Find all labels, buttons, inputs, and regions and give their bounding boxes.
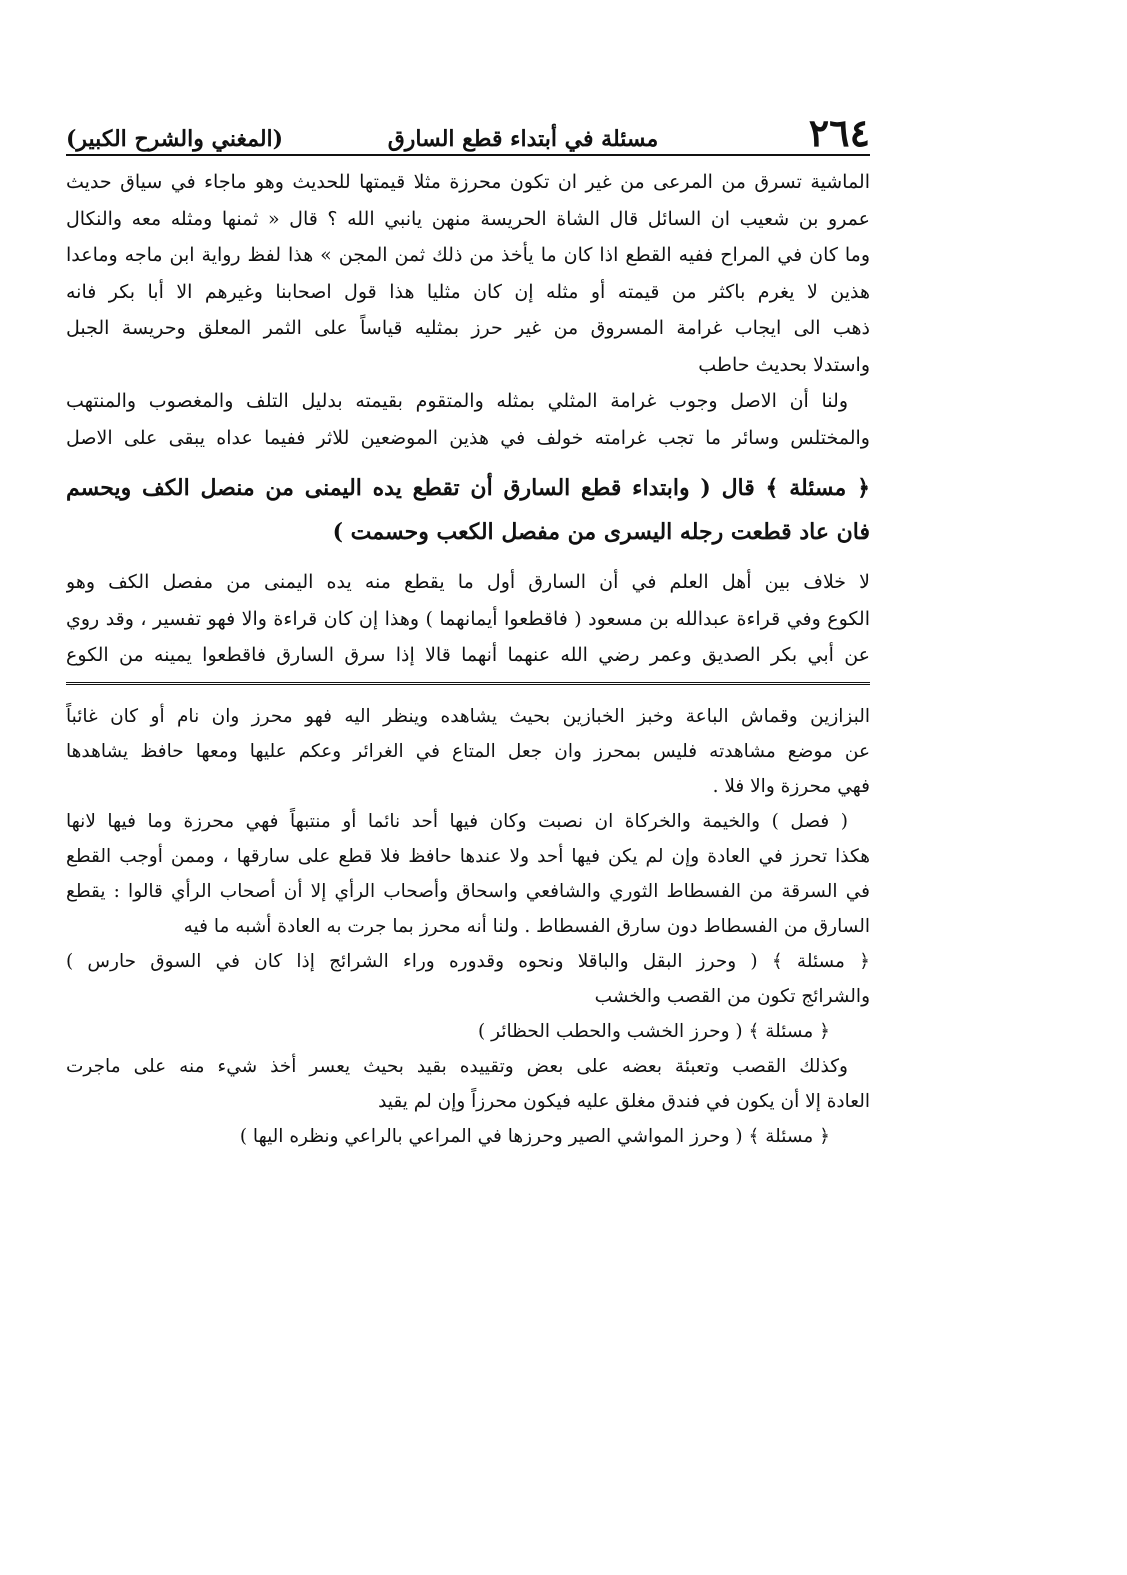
text-line: هذين لا يغرم باكثر من قيمته أو مثله إن كان مثليا هذا قول اصحابنا وغيرهم الا أبا بكر فانه [66, 280, 870, 303]
footnote-line: ﴿ مسئلة ﴾ ( وحرز المواشي الصير وحرزها في المراعي بالراعي ونظره اليها ) [239, 1125, 830, 1147]
page-header [66, 96, 870, 156]
page-number: ٢٦٤ [808, 110, 870, 155]
footnote-line: والشرائج تكون من القصب والخشب [594, 985, 870, 1007]
masala-line: فان عاد قطعت رجله اليسرى من مفصل الكعب وحسمت ) [332, 519, 870, 545]
text-line: ذهب الى ايجاب غرامة المسروق من غير حرز بمثليه قياساً على الثمر المعلق وحريسة الجبل [66, 317, 870, 339]
footnote-line: هكذا تحرز في العادة وإن لم يكن فيها أحد ولا عندها حافظ فلا قطع على سارقها ، وممن أوجب القطع [66, 845, 870, 867]
masala-line: ﴿ مسئلة ﴾ قال ( وابتداء قطع السارق أن تقطع يده اليمنى من منصل الكف ويحسم [66, 475, 870, 501]
footnote-line: وكذلك القصب وتعبئة بعضه على بعض وتقييده بقيد بحيث يعسر أخذ شيء منه على ماجرت [66, 1055, 848, 1077]
text-line: عن أبي بكر الصديق وعمر رضي الله عنهما أنهما قالا إذا سرق السارق فاقطعوا يمينه من الكوع [66, 644, 870, 666]
footnote-section [66, 699, 870, 1154]
text-line: واستدلا بحديث حاطب [698, 353, 870, 376]
footnote-line: ﴿ مسئلة ﴾ ( وحرز الخشب والحطب الحظائر ) [478, 1020, 830, 1042]
running-title: مسئلة في أبتداء قطع السارق [387, 126, 659, 152]
text-line: الكوع وفي قراءة عبدالله بن مسعود ( فاقطعوا أيمانهما ) وهذا إن كان قراءة والا فهو تفسير ، وقد روي [66, 607, 870, 630]
text-line: وما كان في المراح ففيه القطع اذا كان ما يأخذ من ذلك ثمن المجن » هذا لفظ رواية ابن ماجه وماعدا [66, 244, 870, 266]
paragraph-3 [66, 564, 870, 674]
paragraph-2 [66, 383, 870, 456]
footnote-line: السارق من الفسطاط دون سارق الفسطاط . ولنا أنه محرز بما جرت به العادة أشبه ما فيه [183, 915, 870, 937]
footnote-line: ﴿ مسئلة ﴾ ( وحرز البقل والباقلا ونحوه وقدوره وراء الشرائج إذا كان في السوق حارس ) [66, 950, 870, 972]
book-page [66, 96, 870, 1154]
double-rule-divider [66, 682, 870, 685]
text-line: والمختلس وسائر ما تجب غرامته خولف في هذين الموضعين للاثر ففيما عداه يبقى على الاصل [66, 426, 870, 449]
footnote-line: فهي محرزة والا فلا . [712, 775, 870, 797]
footnote-line: ( فصل ) والخيمة والخركاة ان نصبت وكان فيها أحد نائما أو منتبهاً فهي محرزة وما فيها لانها [66, 810, 848, 832]
footnote-line: في السرقة من الفسطاط الثوري والشافعي واسحاق وأصحاب الرأي إلا أن أصحاب الرأي قالوا : يقطع [66, 880, 870, 902]
footnote-line: عن موضع مشاهدته فليس بمحرز وان جعل المتاع في الغرائر وعكم عليها ومعها حافظ يشاهدها [66, 740, 870, 762]
main-text [66, 164, 870, 674]
text-line: عمرو بن شعيب ان السائل قال الشاة الحريسة منهن يانبي الله ؟ قال « ثمنها ومثله معه والنكال [66, 207, 870, 230]
text-line: لا خلاف بين أهل العلم في أن السارق أول ما يقطع منه يده اليمنى من مفصل الكف وهو [66, 571, 870, 593]
masala-heading [66, 466, 870, 554]
footnote-line: البزازين وقماش الباعة وخبز الخبازين بحيث يشاهده وينظر اليه فهو محرز وان نام أو كان غائباً [66, 705, 870, 727]
book-title: (المغني والشرح الكبير) [66, 126, 284, 152]
text-line: ولنا أن الاصل وجوب غرامة المثلي بمثله والمتقوم بقيمته بدليل التلف والمغصوب والمنتهب [66, 390, 848, 412]
text-line: الماشية تسرق من المرعى من غير ان تكون محرزة مثلا قيمتها للحديث وهو ماجاء في سياق حديث [66, 171, 870, 193]
paragraph-1 [66, 164, 870, 383]
footnote-line: العادة إلا أن يكون في فندق مغلق عليه فيكون محرزاً وإن لم يقيد [378, 1090, 870, 1112]
